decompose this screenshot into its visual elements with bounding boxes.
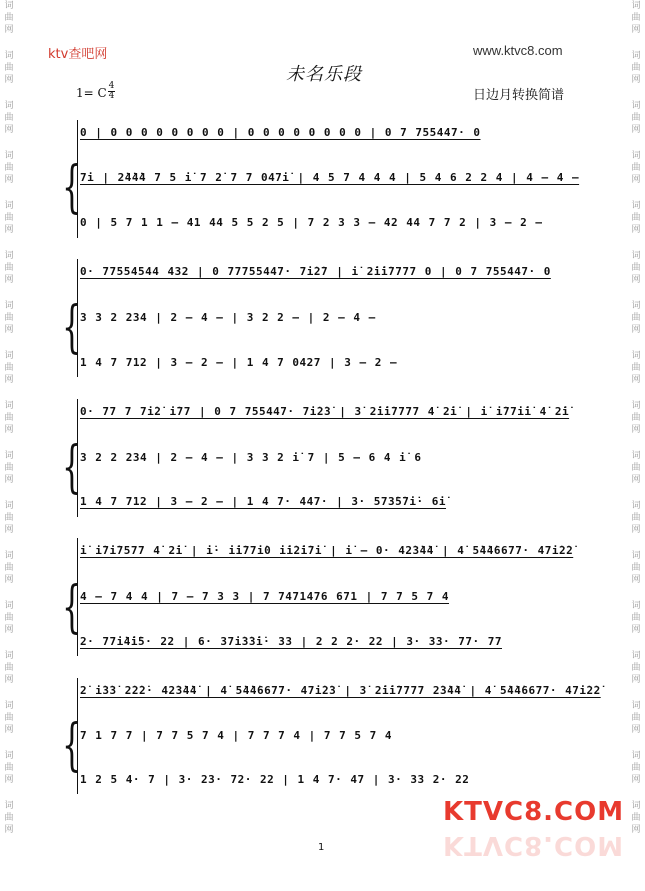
- score-row-bass: 1 2 5 4· 7 | 3· 23· 72· 22 | 1 4 7· 47 | 3· 33 2· 22: [80, 773, 470, 786]
- watermark-char: 曲: [631, 763, 641, 773]
- watermark-char: 曲: [631, 613, 641, 623]
- score-row-melody: 0 | 0 0 0 0 0 0 0 0 | 0 0 0 0 0 0 0 0 | 0 7 755447· 0: [80, 126, 481, 139]
- watermark-char: 词: [631, 51, 641, 61]
- watermark-char: 词: [631, 1, 641, 11]
- watermark-char: 曲: [631, 13, 641, 23]
- site-name-link[interactable]: ktv查吧网: [48, 47, 108, 62]
- notation-credit: 日边月转换简谱: [473, 88, 565, 103]
- watermark-char: 曲: [4, 213, 14, 223]
- watermark-char: 曲: [631, 263, 641, 273]
- watermark-char: 网: [631, 175, 641, 185]
- watermark-char: 网: [631, 625, 641, 635]
- watermark-char: 曲: [4, 363, 14, 373]
- score-row-middle: 3 2 2 234 | 2 – 4 – | 3 3 2 i̇ 7 | 5 – 6 4 i̇ 6: [80, 451, 422, 464]
- watermark-char: 曲: [631, 813, 641, 823]
- watermark-char: 曲: [4, 63, 14, 73]
- watermark-char: 曲: [631, 213, 641, 223]
- watermark-char: 网: [4, 625, 14, 635]
- watermark-char: 词: [4, 701, 14, 711]
- time-signature-bottom: 4: [108, 91, 115, 101]
- watermark-char: 网: [631, 125, 641, 135]
- watermark-char: 网: [4, 225, 14, 235]
- watermark-char: 曲: [4, 713, 14, 723]
- watermark-char: 词: [4, 751, 14, 761]
- watermark-char: 词: [4, 151, 14, 161]
- watermark-char: 网: [4, 75, 14, 85]
- watermark-char: 网: [4, 125, 14, 135]
- watermark-char: 网: [4, 825, 14, 835]
- watermark-char: 网: [631, 675, 641, 685]
- watermark-char: 网: [631, 425, 641, 435]
- watermark-char: 网: [4, 475, 14, 485]
- watermark-char: 网: [631, 525, 641, 535]
- watermark-char: 词: [631, 801, 641, 811]
- watermark-char: 网: [631, 75, 641, 85]
- watermark-char: 曲: [4, 263, 14, 273]
- watermark-char: 词: [4, 801, 14, 811]
- watermark-char: 词: [631, 401, 641, 411]
- score-row-middle: 7 1 7 7 | 7 7 5 7 4 | 7 7 7 4 | 7 7 5 7 4: [80, 729, 393, 742]
- watermark-char: 词: [631, 451, 641, 461]
- watermark-char: 曲: [4, 613, 14, 623]
- score-row-bass: 1 4 7 712 | 3 – 2 – | 1 4 7· 447· | 3· 573̇5̇7i̇· 6i̇: [80, 495, 447, 508]
- watermark-char: 网: [4, 725, 14, 735]
- time-signature-top: 4: [108, 81, 115, 91]
- watermark-char: 网: [4, 375, 14, 385]
- brace-icon: {: [62, 575, 82, 640]
- watermark-char: 曲: [4, 813, 14, 823]
- watermark-char: 词: [4, 251, 14, 261]
- brace-icon: {: [62, 435, 82, 500]
- watermark-char: 词: [4, 651, 14, 661]
- watermark-char: 网: [4, 675, 14, 685]
- watermark-char: 曲: [4, 163, 14, 173]
- watermark-char: 网: [4, 325, 14, 335]
- watermark-char: 曲: [4, 113, 14, 123]
- time-signature: [108, 82, 115, 101]
- watermark-char: 词: [631, 751, 641, 761]
- site-url-link[interactable]: www.ktvc8.com: [473, 43, 563, 58]
- score-row-melody: 0· 77 7 7i̇2̇ i̇77 | 0 7 755447· 7i̇2̇3̇ | 3̇ 2̇i̇i̇7777 4̇ 2̇i̇ | i̇ i̇77i̇i̇ 4̇ 2̇i̇: [80, 405, 570, 418]
- logo-text: KTVC8.COM: [443, 797, 625, 827]
- watermark-char: 网: [631, 475, 641, 485]
- watermark-char: 曲: [631, 713, 641, 723]
- watermark-char: 曲: [631, 63, 641, 73]
- watermark-char: 词: [4, 101, 14, 111]
- key-signature: 1= C: [76, 86, 107, 100]
- brace-icon: {: [62, 295, 82, 360]
- watermark-char: 曲: [631, 113, 641, 123]
- watermark-char: 曲: [4, 13, 14, 23]
- watermark-char: 网: [631, 375, 641, 385]
- watermark-char: 网: [4, 275, 14, 285]
- score-row-middle: 3 3 2 234 | 2 – 4 – | 3 2 2 – | 2 – 4 –: [80, 311, 376, 324]
- watermark-char: 曲: [631, 463, 641, 473]
- watermark-char: 词: [631, 601, 641, 611]
- watermark-char: 网: [4, 175, 14, 185]
- watermark-char: 网: [631, 275, 641, 285]
- watermark-char: 词: [631, 501, 641, 511]
- watermark-char: 网: [631, 825, 641, 835]
- watermark-char: 网: [631, 25, 641, 35]
- score-row-melody: 0· 77554544 432 | 0 77755447· 7i̇2̇7 | i̇ 2̇i̇i̇7777 0 | 0 7 755447· 0: [80, 265, 551, 278]
- watermark-char: 词: [4, 301, 14, 311]
- watermark-char: 曲: [631, 313, 641, 323]
- score-row-melody: i̇ i̇7i̇7577 4̇ 2̇i̇ | i̇· i̇i̇77i̇0 i̇i̇2̇i̇7i̇ | i̇ – 0· 42̇3̇4̇4̇ | 4̇ 5̇4̇4̇6677· 47i̇2̇2̇: [80, 544, 574, 557]
- watermark-char: 网: [4, 25, 14, 35]
- watermark-char: 网: [4, 575, 14, 585]
- watermark-char: 曲: [631, 513, 641, 523]
- score-row-bass: 2· 77i̇4̇i̇5· 22 | 6· 37i̇3̇3̇i̇· 33 | 2 2 2· 22 | 3· 33· 77· 77: [80, 635, 502, 648]
- watermark-char: 网: [631, 325, 641, 335]
- score-row-middle: 7i | 2̇4̇4̇4 7 5 i̇ 7 2̇ 7 7 047i̇ | 4 5 7 4 4 4 | 5 4 6 2 2 4 | 4 – 4 –: [80, 171, 580, 184]
- song-title: 未名乐段: [286, 64, 362, 85]
- score-row-melody: 2̇ i̇3̇3̇ 2̇2̇2̇· 42̇3̇4̇4̇ | 4̇ 5̇4̇4̇6677· 47i̇2̇3̇ | 3̇ 2̇i̇i̇7777 2̇3̇4̇4̇ | 4̇ 5̇4̇4̇6677· 47i̇2̇2̇: [80, 684, 601, 697]
- watermark-char: 词: [631, 251, 641, 261]
- watermark-char: 曲: [4, 463, 14, 473]
- watermark-char: 曲: [4, 513, 14, 523]
- score-row-bass: 0 | 5 7 1 1 – 41 44 5 5 2 5 | 7 2 3 3 – 42 44 7 7 2 | 3 – 2 –: [80, 216, 543, 229]
- watermark-char: 词: [631, 651, 641, 661]
- watermark-char: 网: [4, 525, 14, 535]
- watermark-char: 网: [631, 225, 641, 235]
- watermark-char: 词: [4, 51, 14, 61]
- watermark-char: 词: [4, 201, 14, 211]
- watermark-char: 网: [4, 425, 14, 435]
- page-number: 1: [318, 842, 325, 853]
- watermark-char: 词: [631, 201, 641, 211]
- watermark-char: 词: [631, 551, 641, 561]
- watermark-char: 词: [631, 351, 641, 361]
- watermark-char: 词: [4, 551, 14, 561]
- watermark-char: 词: [4, 501, 14, 511]
- watermark-char: 曲: [631, 413, 641, 423]
- watermark-char: 曲: [631, 663, 641, 673]
- watermark-char: 曲: [631, 163, 641, 173]
- watermark-char: 词: [4, 351, 14, 361]
- watermark-char: 曲: [4, 313, 14, 323]
- score-row-bass: 1 4 7 712 | 3 – 2 – | 1 4 7 0427 | 3 – 2 –: [80, 356, 398, 369]
- watermark-char: 词: [4, 401, 14, 411]
- watermark-char: 曲: [631, 563, 641, 573]
- score-row-middle: 4 – 7 4 4 | 7 – 7 3 3 | 7 7471476 671 | 7 7 5 7 4: [80, 590, 450, 603]
- watermark-char: 曲: [4, 563, 14, 573]
- watermark-char: 曲: [4, 413, 14, 423]
- watermark-char: 曲: [4, 763, 14, 773]
- watermark-char: 网: [631, 725, 641, 735]
- watermark-char: 词: [4, 601, 14, 611]
- watermark-char: 词: [631, 301, 641, 311]
- watermark-char: 词: [631, 151, 641, 161]
- brace-icon: {: [62, 155, 82, 220]
- watermark-char: 词: [4, 1, 14, 11]
- watermark-char: 网: [631, 775, 641, 785]
- ktvc8-logo[interactable]: [443, 797, 625, 833]
- watermark-char: 曲: [4, 663, 14, 673]
- brace-icon: {: [62, 713, 82, 778]
- watermark-char: 网: [4, 775, 14, 785]
- watermark-char: 词: [631, 701, 641, 711]
- watermark-char: 网: [631, 575, 641, 585]
- logo-reflection: KTVC8.COM: [443, 830, 625, 860]
- watermark-char: 词: [4, 451, 14, 461]
- watermark-char: 词: [631, 101, 641, 111]
- watermark-char: 曲: [631, 363, 641, 373]
